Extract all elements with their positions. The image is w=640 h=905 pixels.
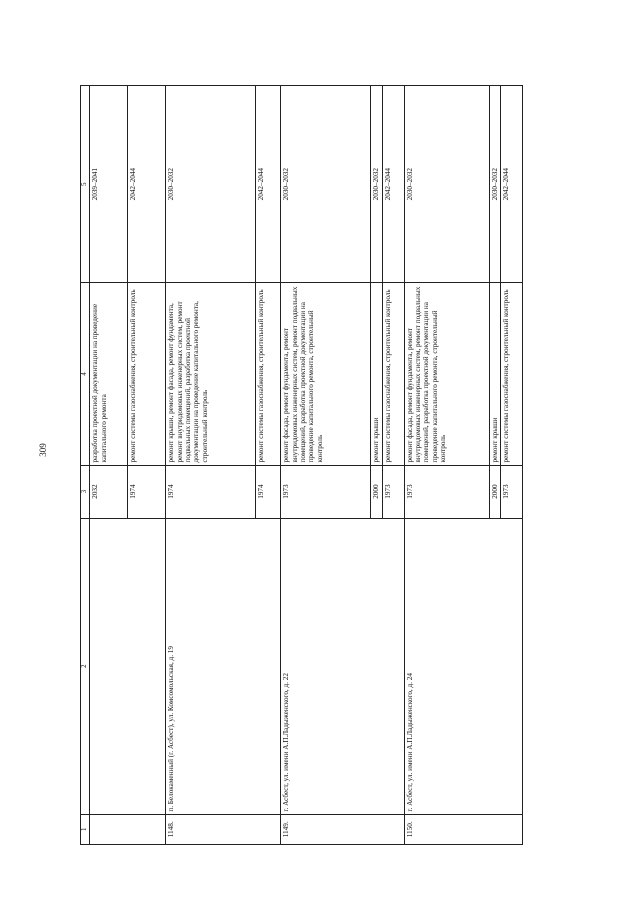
table-row: [90, 86, 128, 845]
row-number-cell: 1149.: [281, 814, 404, 844]
work-cell: ремонт системы газоснабжения, строительный контроль: [382, 283, 404, 465]
period-cell: 2042–2044: [128, 86, 166, 283]
address-cell: [90, 518, 166, 814]
rotated-table-wrapper: [80, 85, 520, 845]
address-cell: г. Асбест, ул. имени А.П.Ладыженского, д. 22: [281, 518, 404, 814]
year-cell: 1973: [404, 465, 489, 518]
period-cell: 2030–2032: [404, 86, 489, 283]
year-cell: 2032: [90, 465, 128, 518]
year-cell: 1973: [281, 465, 371, 518]
row-number-cell: 1148.: [166, 814, 281, 844]
header-cell-1: 1: [81, 814, 90, 844]
row-number-cell: [90, 814, 166, 844]
period-cell: 2030–2032: [489, 86, 500, 283]
period-cell: 2030–2032: [371, 86, 382, 283]
header-cell-5: 5: [81, 86, 90, 283]
work-cell: ремонт крыши: [489, 283, 500, 465]
header-cell-3: 3: [81, 465, 90, 518]
work-cell: разработка проектной документации на проведение капитального ремонта: [90, 283, 128, 465]
work-cell: ремонт фасада, ремонт фундамента, ремонт внутридомовых инженерных систем, ремонт подвальных помещений, разработка проектной документации на проведение капитального ремонта, строительный контроль: [404, 283, 489, 465]
period-cell: 2042–2044: [500, 86, 522, 283]
work-cell: ремонт системы газоснабжения, строительный контроль: [256, 283, 281, 465]
work-cell: ремонт крыши, ремонт фасада, ремонт фундамента, ремонт внутридомовых инженерных систем, ремонт подвальных помещений, разработка проектной документации на проведение капитального ремонта, строительный контроль: [166, 283, 256, 465]
header-cell-4: 4: [81, 283, 90, 465]
year-cell: 2000: [371, 465, 382, 518]
page-number: 309: [38, 443, 48, 457]
period-cell: 2042–2044: [382, 86, 404, 283]
period-cell: 2042–2044: [256, 86, 281, 283]
table-row: [166, 86, 256, 845]
work-cell: ремонт системы газоснабжения, строительный контроль: [500, 283, 522, 465]
table-row: [404, 86, 489, 845]
year-cell: 2000: [489, 465, 500, 518]
address-cell: п. Белокаменный (г. Асбест), ул. Комсомольская, д. 19: [166, 518, 281, 814]
work-cell: ремонт системы газоснабжения, строительный контроль: [128, 283, 166, 465]
header-row: [81, 86, 90, 845]
row-number-cell: 1150.: [404, 814, 522, 844]
work-cell: ремонт крыши: [371, 283, 382, 465]
work-cell: ремонт фасада, ремонт фундамента, ремонт внутридомовых инженерных систем, ремонт подвальных помещений, разработка проектной документации на проведение капитального ремонта, строительный контроль: [281, 283, 371, 465]
year-cell: 1974: [128, 465, 166, 518]
repair-schedule-table: [80, 85, 523, 845]
header-cell-2: 2: [81, 518, 90, 814]
year-cell: 1974: [166, 465, 256, 518]
period-cell: 2039–2041: [90, 86, 128, 283]
table-row: [281, 86, 371, 845]
period-cell: 2030–2032: [166, 86, 256, 283]
year-cell: 1973: [500, 465, 522, 518]
period-cell: 2030–2032: [281, 86, 371, 283]
year-cell: 1973: [382, 465, 404, 518]
address-cell: г. Асбест, ул. имени А.П.Ладыженского, д. 24: [404, 518, 522, 814]
year-cell: 1974: [256, 465, 281, 518]
